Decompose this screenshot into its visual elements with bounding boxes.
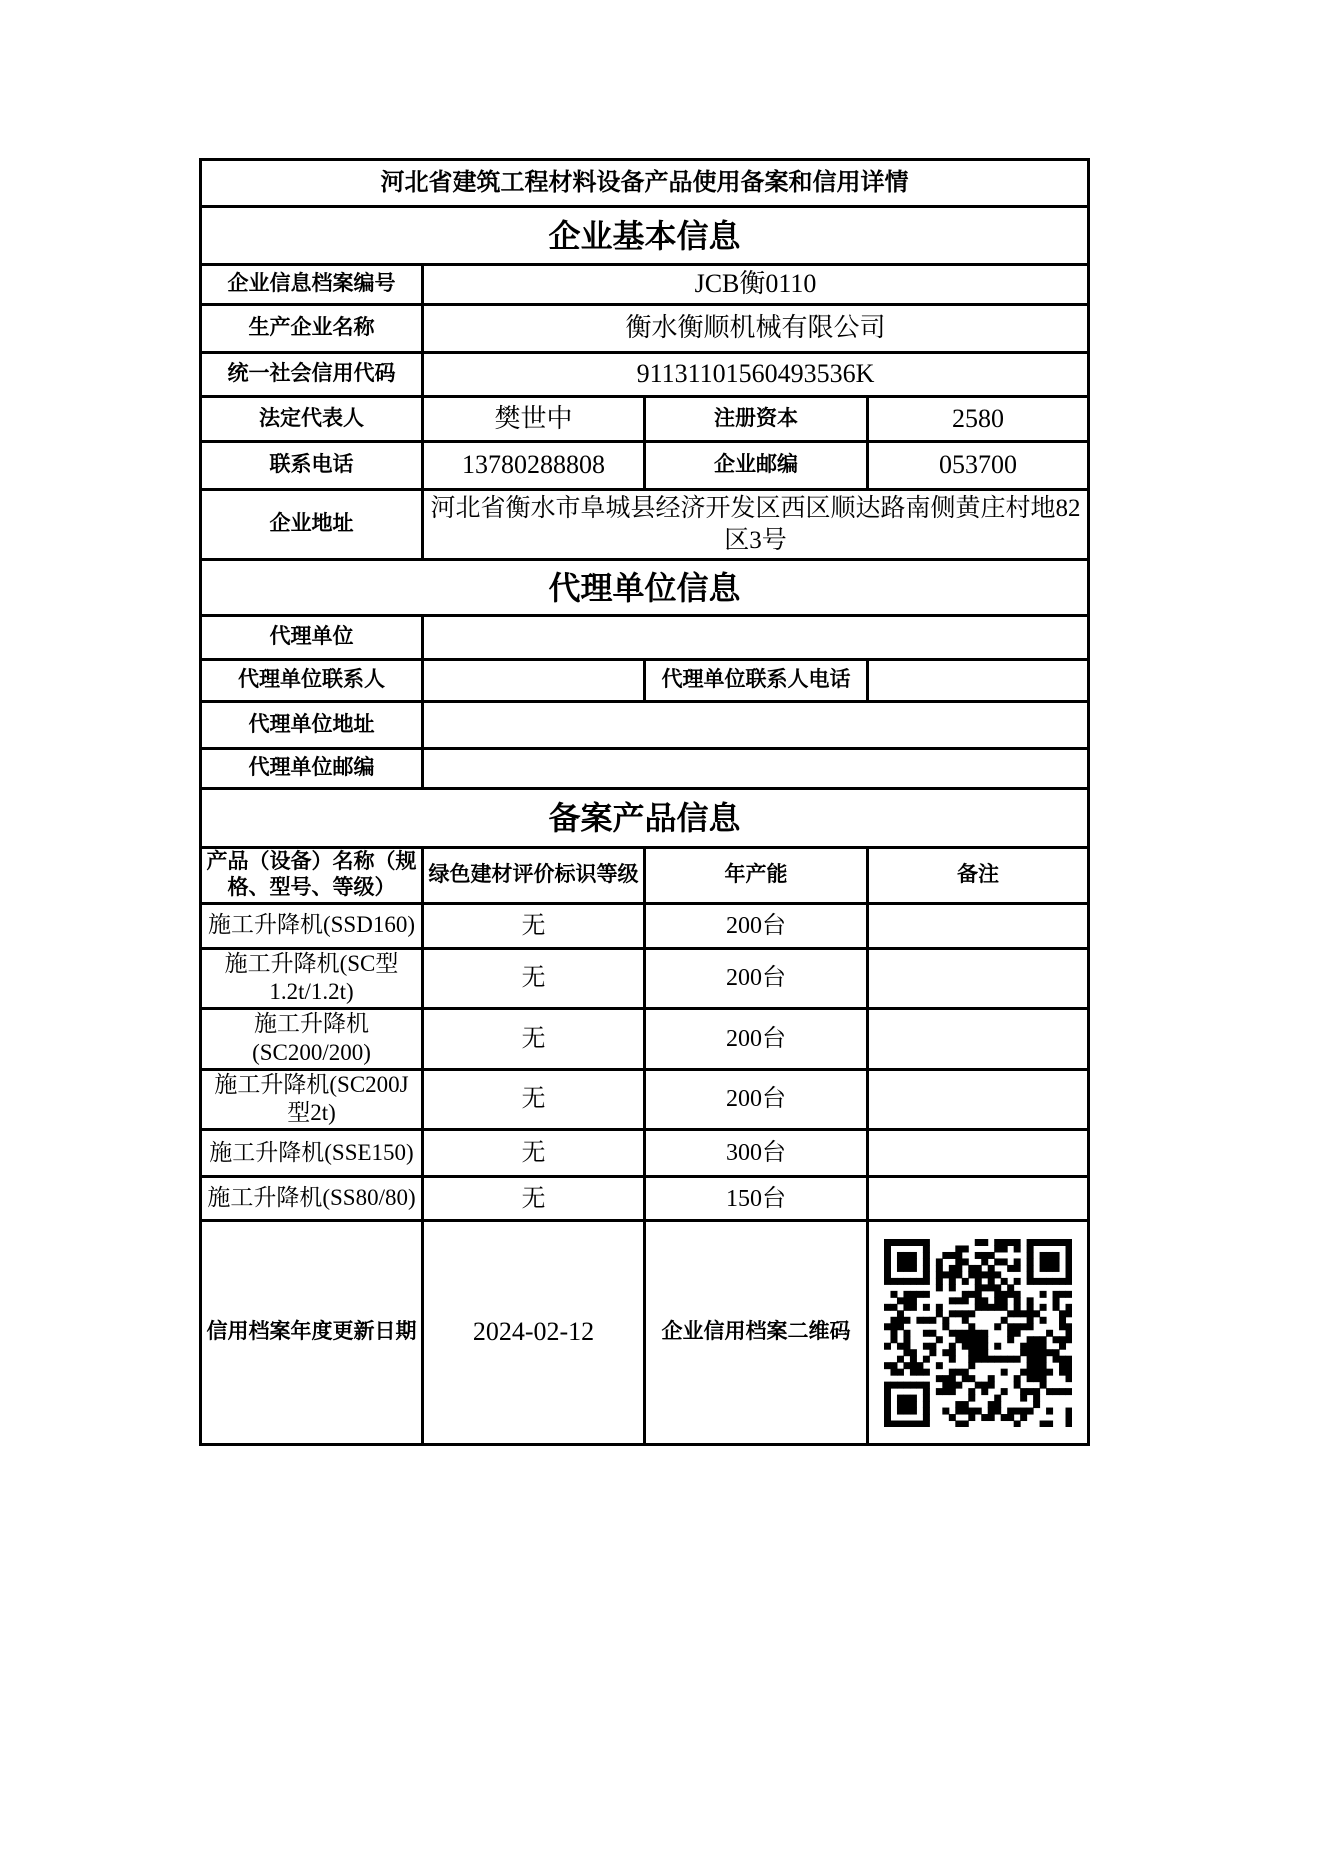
update-date-label: 信用档案年度更新日期 [201,1221,423,1445]
product-capacity: 200台 [645,1009,868,1070]
product-remark [868,948,1089,1009]
agent-value [423,616,1089,660]
agent-postcode-label: 代理单位邮编 [201,749,423,789]
product-name: 施工升降机(SS80/80) [201,1177,423,1221]
product-name: 施工升降机(SSE150) [201,1130,423,1177]
reg-capital-label: 注册资本 [645,397,868,442]
product-green-grade: 无 [423,1177,645,1221]
company-address-label: 企业地址 [201,490,423,560]
uscc-value: 91131101560493536K [423,353,1089,397]
table-row [201,702,1089,749]
product-row [201,948,1089,1009]
archive-no-label: 企业信息档案编号 [201,265,423,305]
product-green-grade: 无 [423,1130,645,1177]
legal-rep-value: 樊世中 [423,397,645,442]
agent-contact-label: 代理单位联系人 [201,660,423,702]
qr-code-icon [884,1239,1072,1427]
product-row [201,1177,1089,1221]
product-capacity: 200台 [645,948,868,1009]
agent-postcode-value [423,749,1089,789]
product-remark [868,1130,1089,1177]
company-address-value: 河北省衡水市阜城县经济开发区西区顺达路南侧黄庄村地82区3号 [423,490,1089,560]
product-remark [868,903,1089,948]
section-row [201,560,1089,616]
table-row [201,397,1089,442]
product-capacity: 200台 [645,1069,868,1130]
product-row [201,903,1089,948]
agent-contact-value [423,660,645,702]
agent-address-label: 代理单位地址 [201,702,423,749]
table-row [201,265,1089,305]
product-name: 施工升降机(SSD160) [201,903,423,948]
reg-capital-value: 2580 [868,397,1089,442]
agent-contact-phone-value [868,660,1089,702]
contact-phone-value: 13780288808 [423,442,645,490]
section-row [201,207,1089,265]
table-row [201,490,1089,560]
title-row [201,160,1089,207]
product-remark [868,1069,1089,1130]
producer-name-value: 衡水衡顺机械有限公司 [423,305,1089,353]
agent-contact-phone-label: 代理单位联系人电话 [645,660,868,702]
table-row [201,305,1089,353]
section-heading-basic-info: 企业基本信息 [201,207,1089,265]
product-name: 施工升降机(SC200/200) [201,1009,423,1070]
company-postcode-value: 053700 [868,442,1089,490]
qr-label: 企业信用档案二维码 [645,1221,868,1445]
section-heading-agent-info: 代理单位信息 [201,560,1089,616]
table-row [201,660,1089,702]
credit-update-row [201,1221,1089,1445]
product-green-grade: 无 [423,1069,645,1130]
section-heading-products: 备案产品信息 [201,789,1089,848]
column-header-capacity: 年产能 [645,848,868,904]
table-row [201,749,1089,789]
update-date-value: 2024-02-12 [423,1221,645,1445]
contact-phone-label: 联系电话 [201,442,423,490]
product-capacity: 150台 [645,1177,868,1221]
column-header-green-grade: 绿色建材评价标识等级 [423,848,645,904]
uscc-label: 统一社会信用代码 [201,353,423,397]
section-row [201,789,1089,848]
qr-cell [868,1221,1089,1445]
record-table [199,158,1090,1446]
product-remark [868,1177,1089,1221]
product-green-grade: 无 [423,1009,645,1070]
company-postcode-label: 企业邮编 [645,442,868,490]
product-row [201,1069,1089,1130]
product-row [201,1130,1089,1177]
agent-address-value [423,702,1089,749]
product-name: 施工升降机(SC200J型2t) [201,1069,423,1130]
table-row [201,353,1089,397]
table-row [201,442,1089,490]
legal-rep-label: 法定代表人 [201,397,423,442]
table-row [201,616,1089,660]
product-capacity: 300台 [645,1130,868,1177]
document-title: 河北省建筑工程材料设备产品使用备案和信用详情 [201,160,1089,207]
column-header-remark: 备注 [868,848,1089,904]
product-remark [868,1009,1089,1070]
product-name: 施工升降机(SC型1.2t/1.2t) [201,948,423,1009]
column-header-product-name: 产品（设备）名称（规格、型号、等级） [201,848,423,904]
product-row [201,1009,1089,1070]
product-green-grade: 无 [423,948,645,1009]
product-capacity: 200台 [645,903,868,948]
product-green-grade: 无 [423,903,645,948]
producer-name-label: 生产企业名称 [201,305,423,353]
product-header-row [201,848,1089,904]
archive-no-value: JCB衡0110 [423,265,1089,305]
agent-label: 代理单位 [201,616,423,660]
